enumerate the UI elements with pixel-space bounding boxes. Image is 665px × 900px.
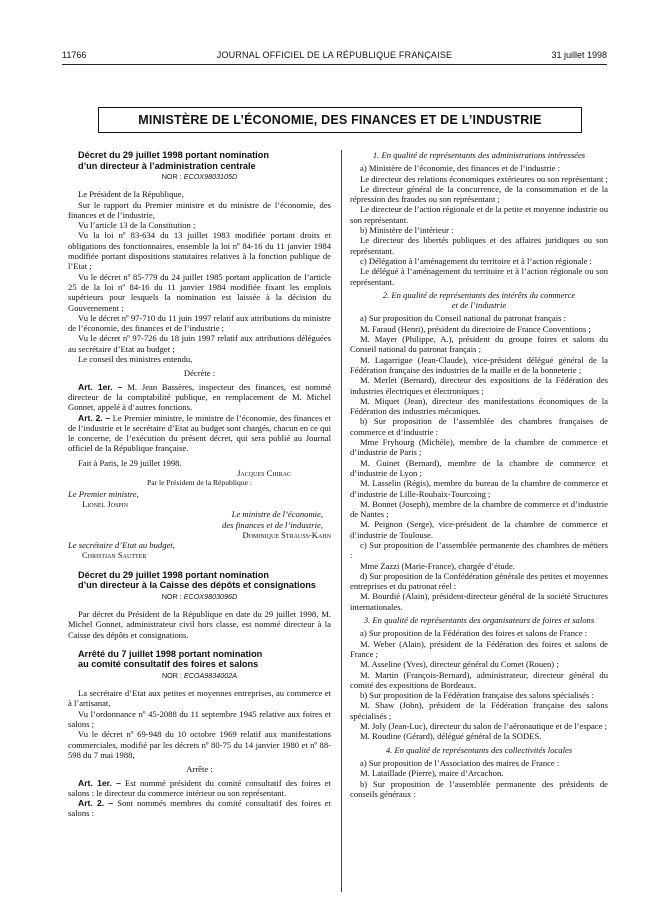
arrete-nor: NOR : ECOA9834002A	[161, 670, 238, 680]
list-item: a) Sur proposition du Conseil national du patronat français :	[360, 313, 566, 324]
list-item: M. Roudine (Gérard), délégué général de la SODES.	[360, 731, 542, 742]
decree2-title-line1: Décret du 29 juillet 1998 portant nomination	[78, 569, 269, 580]
list-item: M. Asseline (Yves), directeur général du Comet (Rouen) ;	[360, 659, 559, 670]
decree1-title-line2: d’un directeur à l’administration centrale	[78, 160, 256, 171]
list-item: M. Lasselin (Régis), membre du bureau de la chambre de commerce et d’industrie de Lille-Roubaix-Tourcoing ;	[350, 478, 608, 499]
preamble-line: Vu l’article 13 de la Constitution ;	[78, 220, 196, 231]
decrete-word: Décrète :	[183, 368, 216, 379]
arrete-title-line1: Arrêté du 7 juillet 1998 portant nomination	[78, 648, 263, 659]
list-item: c) Délégation à l’aménagement du territoire et à l’action régionale :	[360, 255, 592, 266]
decree2-title-line2: d’un directeur à la Caisse des dépôts et consignations	[78, 580, 316, 591]
arrete-title-line2: au comité consultatif des foires et salons	[78, 659, 259, 670]
preamble-line: Vu le décret nº 85-779 du 24 juillet 1985 portant application de l’article 25 de la loi nº 84-16 du 11 janvier 1984 modifiée fixant les emplois supérieurs pour lesquels la nomination est laissée à la décision du Gouvernement ;	[68, 271, 331, 313]
ministry-heading: MINISTÈRE DE L’ÉCONOMIE, DES FINANCES ET DE L’INDUSTRIE	[98, 107, 582, 133]
arrete-article-1: Art. 1er. – Est nommé président du comité consultatif des foires et salons : le directeur du commerce intérieur ou son représentant.	[68, 777, 332, 798]
article-2: Art. 2. – Le Premier ministre, le ministre de l’économie, des finances et de l’industrie et le secrétaire d’Etat au budget sont chargés, chacun en ce qui le concerne, de l’exécution du présent décret, qui sera publié au Journal officiel de la République française.	[68, 412, 331, 454]
pm-name: Lionel Jospin	[82, 498, 129, 509]
list-item: a) Ministère de l’économie, des finances et de l’industrie :	[360, 163, 560, 174]
list-item: Mme Zazzi (Marie-France), chargée d’étude.	[360, 560, 515, 571]
arrete-preamble: Vu le décret nº 69-948 du 10 octobre 1969 relatif aux manifestations commerciales, modifié par les décrets nº 80-75 du 14 janvier 1980 et nº 88-598 du 7 mai 1988,	[68, 729, 331, 760]
list-item: Le directeur des relations économiques extérieures ou son représentant ;	[360, 173, 608, 184]
list-item: M. Joly (Jean-Luc), directeur du salon de l’aéronautique et de l’espace ;	[360, 721, 607, 732]
preamble-line: Vu le décret nº 97-726 du 18 juin 1997 relatif aux attributions déléguées au secrétaire d’Etat au budget ;	[68, 333, 331, 354]
president-signature: Jacques Chirac	[237, 468, 291, 479]
arrete-preamble: La secrétaire d’Etat aux petites et moyennes entreprises, au commerce et à l’artisanat,	[68, 688, 331, 709]
minister-title-1: Le ministre de l’économie,	[231, 509, 323, 520]
list-item: Le directeur des libertés publiques et des affaires juridiques ou son représentant.	[350, 235, 608, 256]
list-item: M. Merlet (Bernard), directeur des expositions de la Fédération des industries électriques et électroniques ;	[350, 375, 608, 396]
list-item: M. Peignon (Serge), vice-président de la chambre de commerce et d’industrie de Toulouse.	[350, 519, 608, 540]
pm-title: Le Premier ministre,	[68, 488, 139, 499]
secretary-title: Le secrétaire d’Etat au budget,	[68, 540, 175, 551]
section-3-list	[350, 628, 608, 741]
list-item: M. Guinet (Bernard), membre de la chambre de commerce et d’industrie de Lyon ;	[350, 457, 608, 478]
arrete-preamble: Vu l’ordonnance nº 45-2088 du 11 septembre 1945 relative aux foires et salons ;	[68, 708, 331, 730]
list-item: Le directeur général de la concurrence, de la consommation et de la répression des fraudes ou son représentant ;	[350, 183, 608, 205]
list-item: Le directeur de l’action régionale et de la petite et moyenne industrie ou son représentant.	[350, 204, 608, 225]
left-column	[68, 150, 331, 819]
list-item: a) Sur proposition de la Fédération des foires et salons de France :	[360, 628, 588, 639]
right-column	[350, 150, 608, 799]
arrete-article-2: Art. 2. – Sont nommés membres du comité consultatif des foires et salons :	[68, 798, 331, 819]
preamble-line: Vu le décret nº 97-710 du 11 juin 1997 relatif aux attributions du ministre de l’économie, des finances et de l’industrie ;	[68, 312, 331, 334]
section-4-heading: 4. En qualité de représentants des collectivités locales	[385, 744, 573, 755]
section-2-heading: 2. En qualité de représentants des intérêts du commerce et de l’industrie	[382, 289, 576, 311]
section-2-list	[350, 313, 608, 612]
column-divider	[341, 150, 342, 892]
list-item: M. Miquet (Jean), directeur des manifestations économiques de la Fédération des industries mécaniques.	[350, 395, 608, 417]
list-item: a) Sur proposition de l’Association des maires de France :	[360, 757, 560, 768]
list-item: Mme Fryhourg (Michèle), membre de la chambre de commerce et d’industrie de Paris ;	[350, 437, 608, 458]
journal-title: JOURNAL OFFICIEL DE LA RÉPUBLIQUE FRANÇAISE	[216, 50, 453, 60]
secretary-name: Christian Sautter	[82, 550, 147, 561]
section-4-list	[350, 758, 608, 799]
issue-date: 31 juillet 1998	[551, 50, 607, 60]
list-item: M. Shaw (John), président de la Fédération française des salons spécialisés ;	[350, 700, 608, 721]
minister-name: Dominique Strauss-Kahn	[242, 529, 331, 540]
arrete-word: Arrête :	[186, 764, 213, 775]
list-item: b) Sur proposition de la Fédération française des salons spécialisés :	[360, 690, 594, 701]
list-item: M. Lagarrigue (Jean-Claude), vice-président délégué général de la Fédération française des industries de la maille et de la bonneterie ;	[350, 354, 608, 375]
list-item: M. Martin (François-Bernard), administrateur, directeur général du comité des expositions de Bordeaux.	[350, 669, 608, 690]
page-number: 11766	[62, 50, 87, 60]
list-item: b) Ministère de l’intérieur :	[360, 225, 454, 236]
preamble-line: Le conseil des ministres entendu,	[78, 354, 193, 365]
list-item: d) Sur proposition de la Confédération générale des petites et moyennes entreprises et du patronat réel :	[350, 570, 608, 592]
section-1-heading: 1. En qualité de représentants des administrations intéressées	[372, 150, 586, 160]
preamble-line: Vu la loi nº 83-634 du 13 juillet 1983 modifiée portant droits et obligations des fonctionnaires, ensemble la loi nº 84-16 du 11 janvier 1984 modifiée portant dispositions statutaires relatives à la fonction publique de l’Etat ;	[68, 230, 331, 272]
decree1-nor: NOR : ECOX9803105D	[161, 172, 238, 181]
list-item: M. Bourdié (Alain), président-directeur général de la société Structures internationales.	[350, 591, 608, 612]
page-header	[62, 50, 607, 65]
par-le-president: Par le Président de la République :	[146, 478, 253, 488]
minister-title-2: des finances et de l’industrie,	[222, 519, 323, 530]
list-item: c) Sur proposition de l’assemblée permanente des chambres de métiers :	[350, 539, 608, 561]
list-item: Le délégué à l’aménagement du territoire et à l’action régionale ou son représentant.	[350, 266, 608, 287]
list-item: M. Lataillade (Pierre), maire d’Arcachon.	[360, 768, 504, 779]
done-at: Fait à Paris, le 29 juillet 1998.	[78, 457, 182, 468]
preamble-line: Le Président de la République,	[78, 189, 184, 200]
article-1: Art. 1er. – M. Jean Bassères, inspecteur des finances, est nommé directeur de la comptabilité publique, en remplacement de M. Michel Gonnet, appelé à d’autres fonctions.	[68, 381, 331, 413]
list-item: M. Faraud (Henri), président du directoire de France Conventions ;	[360, 323, 591, 334]
decree1-title-line1: Décret du 29 juillet 1998 portant nomination	[78, 150, 269, 160]
list-item: M. Weber (Alain), président de la Fédération des foires et salons de France ;	[350, 638, 608, 659]
decree2-nor: NOR : ECOX9803096D	[161, 591, 238, 601]
preamble-line: Sur le rapport du Premier ministre et du ministre de l’économie, des finances et de l’industrie,	[68, 199, 331, 220]
section-1-list	[350, 163, 608, 287]
list-item: b) Sur proposition de l’assemblée des chambres françaises de commerce et d’industrie :	[350, 416, 608, 437]
list-item: M. Bonnet (Joseph), membre de la chambre de commerce et d’industrie de Nantes ;	[350, 498, 608, 520]
section-3-heading: 3. En qualité de représentants des organisateurs de foires et salons	[363, 615, 595, 626]
decree2-text: Par décret du Président de la République en date du 29 juillet 1998, M. Michel Gonnet, administrateur civil hors classe, est nommé directeur à la Caisse des dépôts et consignations.	[68, 608, 331, 640]
list-item: b) Sur proposition de l’assemblée permanente des présidents de conseils généraux :	[350, 778, 608, 799]
list-item: M. Mayer (Philippe, A.), président du groupe foires et salons du Conseil national du patronat français ;	[350, 334, 608, 355]
